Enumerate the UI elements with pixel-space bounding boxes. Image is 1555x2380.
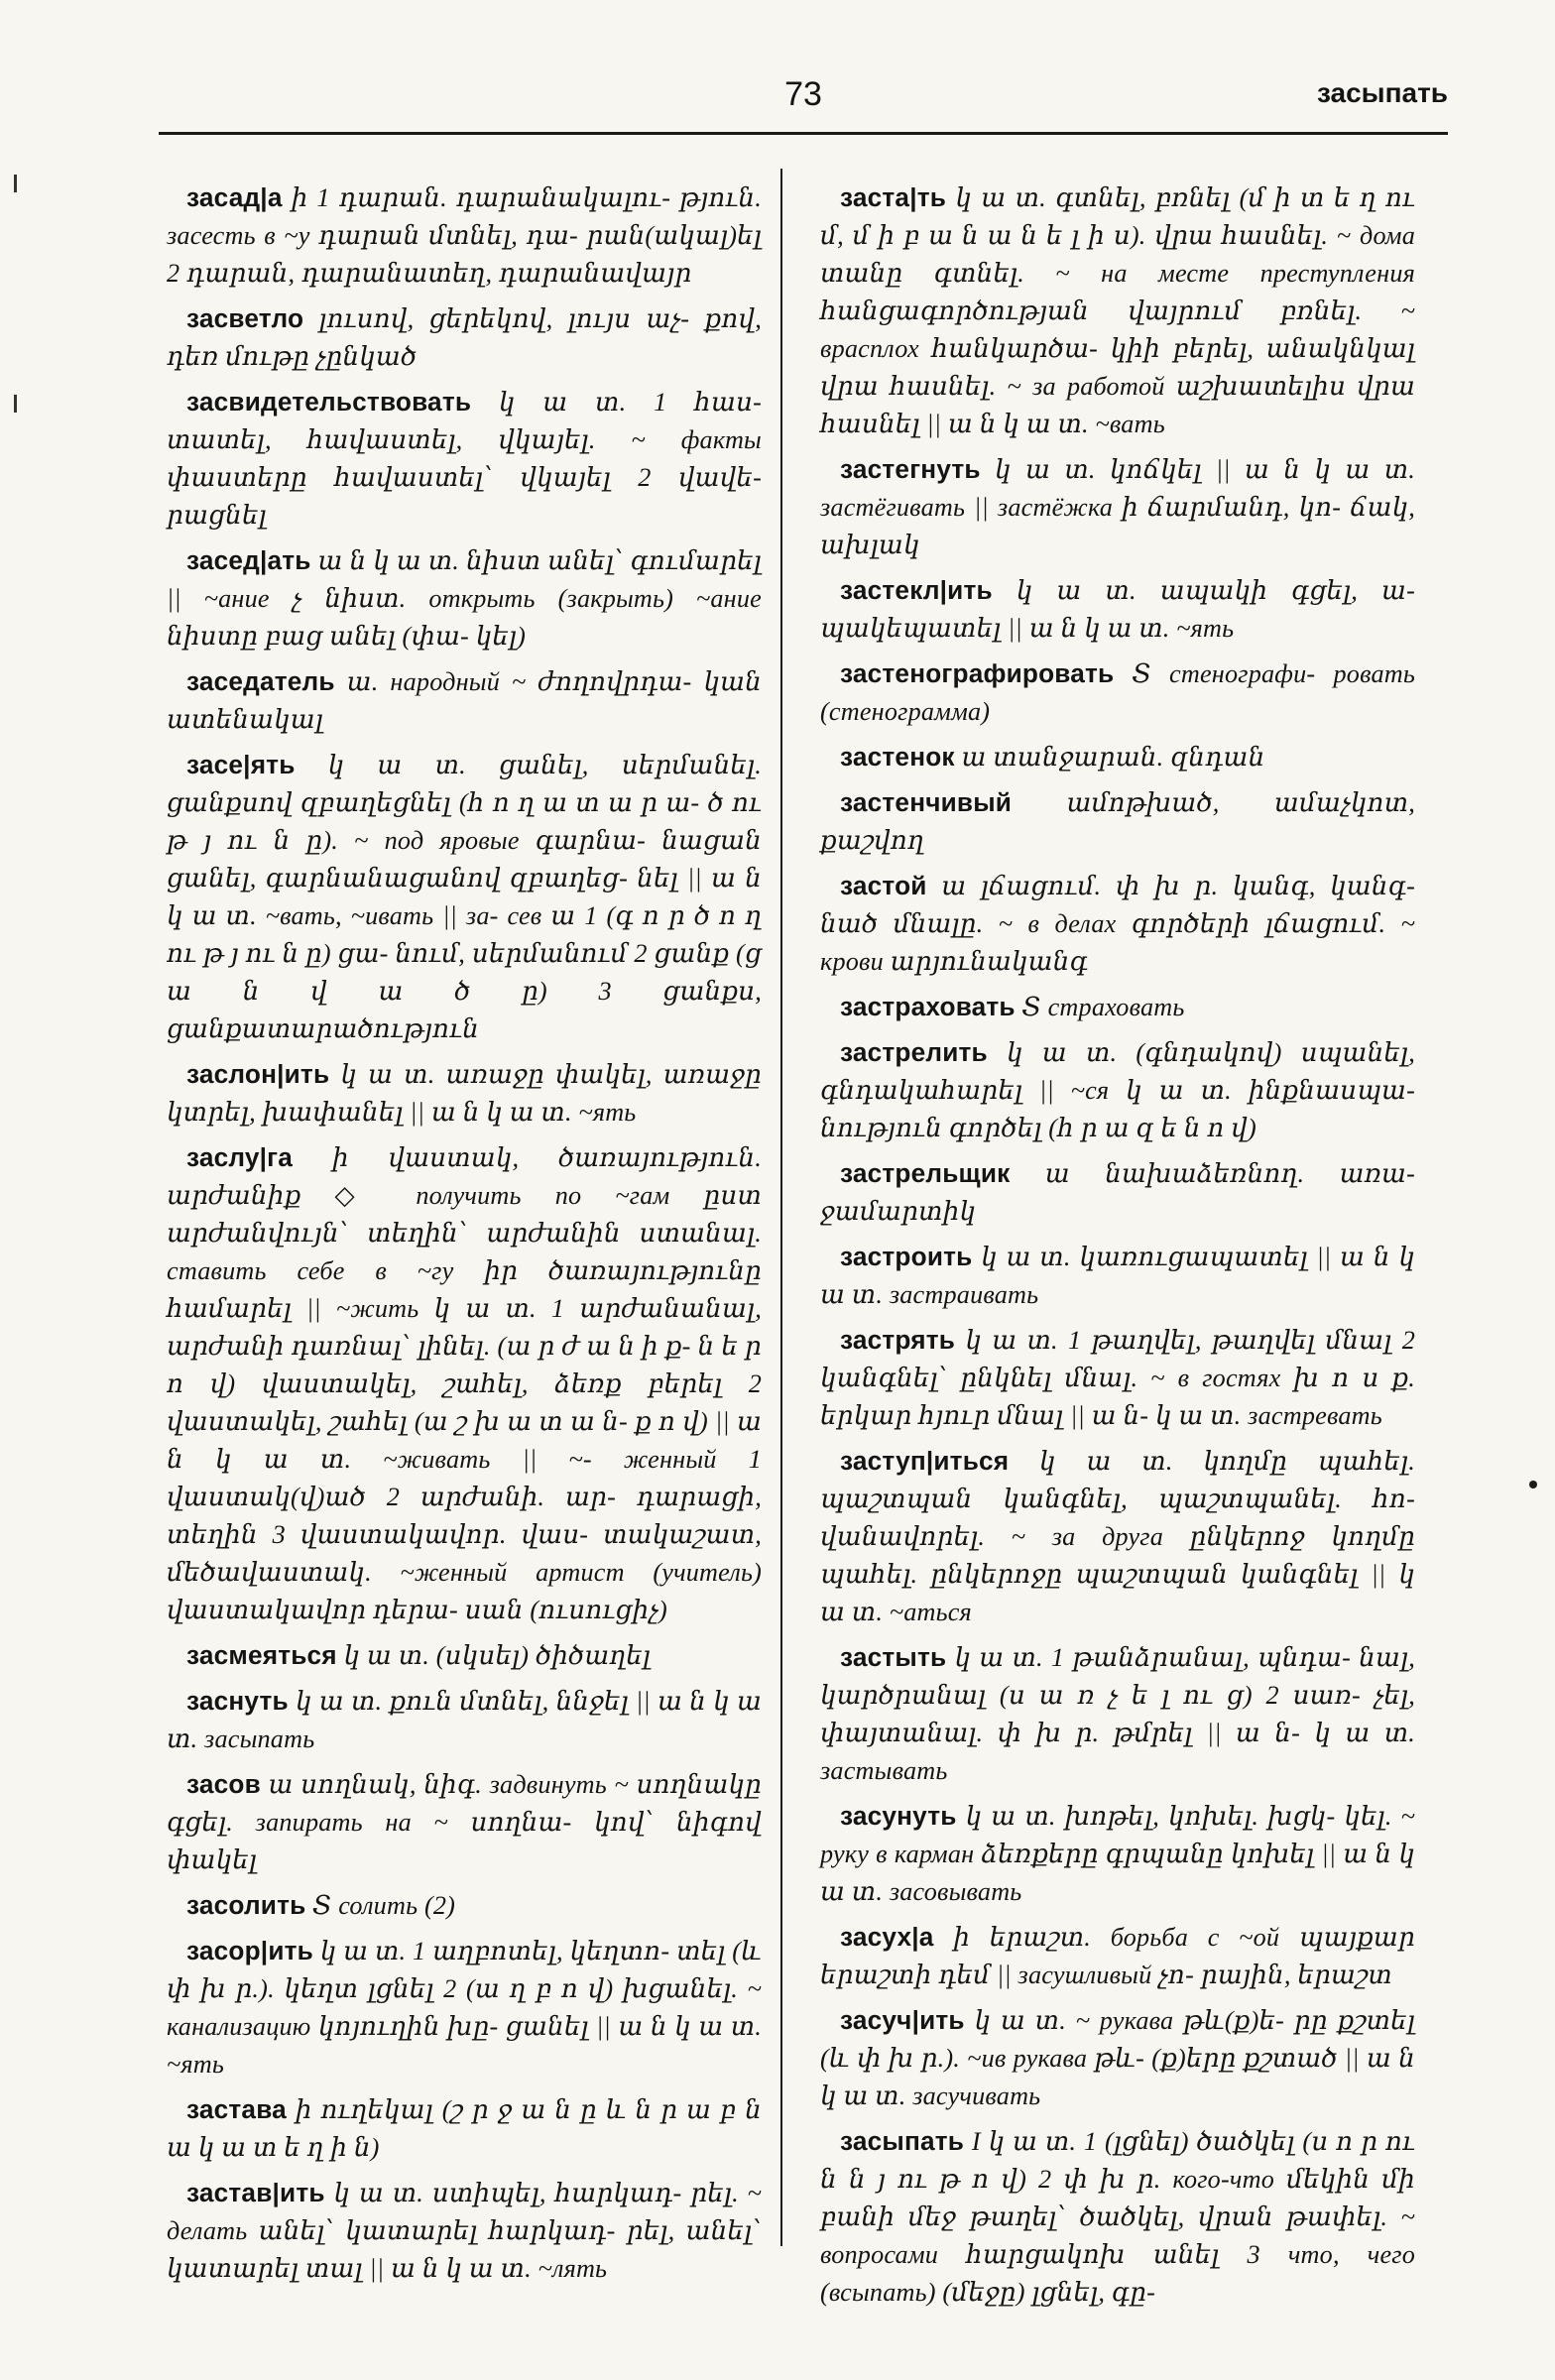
dictionary-entry bbox=[820, 178, 1415, 443]
dictionary-entry bbox=[167, 1055, 762, 1131]
entry-term: засвидетельствовать bbox=[186, 387, 472, 416]
dictionary-entry bbox=[820, 1797, 1415, 1911]
entry-term: засыпать bbox=[840, 2126, 965, 2156]
entry-gloss: կ ա տ. (սկսել) ծիծաղել bbox=[336, 1641, 652, 1670]
column-divider bbox=[780, 169, 782, 2246]
entry-gloss: I կ ա տ. 1 (լցնել) ծածկել (ս ո ր ու ն ն յ ու թ ո վ) 2 փ խ ր. кого-что մեկին մի բանի մեջ թաղել՝ ծածկել, վրան թափել. ~ вопросами հարցակոխ անել 3 что, чего (всыпать) (մեջը) լցնել, գը- bbox=[820, 2127, 1415, 2307]
entry-gloss: կ ա տ. խոթել, կոխել. խցկ- կել. ~ руку в карман ձեռքերը գրպանը կոխել || ա ն կ ա տ. засовывать bbox=[820, 1802, 1415, 1906]
entry-term: застава bbox=[186, 2094, 287, 2124]
entry-term: заслу|га bbox=[186, 1142, 294, 1172]
dictionary-entry bbox=[167, 1138, 762, 1629]
entry-term: застраховать bbox=[840, 992, 1016, 1021]
entry-term: застенчивый bbox=[840, 787, 1013, 817]
dictionary-entry bbox=[167, 299, 762, 376]
entry-gloss: կ ա տ. քուն մտնել, ննջել || ա ն կ ա տ. засыпать bbox=[167, 1687, 762, 1753]
entry-gloss: ամոթխած, ամաչկոտ, քաշվող bbox=[820, 788, 1415, 855]
entry-term: засе|ять bbox=[186, 750, 296, 779]
entry-gloss: կ ա տ. առաջը փակել, առաջը կտրել, խափանել || ա ն կ ա տ. ~ять bbox=[167, 1060, 762, 1127]
dictionary-entry bbox=[820, 738, 1415, 776]
dictionary-entry bbox=[167, 662, 762, 739]
entry-gloss: կ ա տ. ապակի գցել, ա- պակեպատել || ա ն կ ա տ. ~ять bbox=[820, 576, 1415, 643]
entry-term: заснуть bbox=[186, 1686, 289, 1716]
entry-gloss: կ ա տ. կառուցապատել || ա ն կ ա տ. застраивать bbox=[820, 1243, 1415, 1309]
entry-gloss: կ ա տ. ստիպել, հարկադ- րել. ~ делать անել՝ կատարել հարկադ- րել, անել՝ կատարել տալ || ա ն կ ա տ. ~лять bbox=[167, 2179, 762, 2283]
dictionary-entry bbox=[820, 1033, 1415, 1147]
entry-term: засух|а bbox=[840, 1922, 934, 1952]
entry-gloss: կ ա տ. ցանել, սերմանել. ցանքսով զբաղեցնել (հ ո ղ ա տ ա ր ա- ծ ու թ յ ու ն ը). ~ под яровые գարնա- նացան ցանել, գարնանացանով զբաղեց- նել || ա ն կ ա տ. ~вать, ~ивать || за- сев ա 1 (գ ո ր ծ ո ղ ու թ յ ու ն ը) ցա- նում, սերմանում 2 ցանք (ց ա ն վ ա ծ ը) 3 ցանքս, ցանքատարածություն bbox=[167, 751, 762, 1043]
entry-gloss: ի երաշտ. борьба с ~ой պայքար երաշտի դեմ || засушливый չո- րային, երաշտ bbox=[820, 1923, 1415, 1989]
dictionary-entry bbox=[167, 2090, 762, 2167]
dictionary-entry bbox=[167, 1682, 762, 1758]
right-column bbox=[820, 178, 1415, 2319]
dictionary-entry bbox=[820, 867, 1415, 981]
dictionary-entry bbox=[167, 2174, 762, 2288]
entry-term: застрельщик bbox=[840, 1158, 1011, 1188]
dictionary-entry bbox=[167, 1636, 762, 1675]
entry-gloss: կ ա տ. 1 թանձրանալ, պնդա- նալ, կարծրանալ (ս ա ռ չ ե լ ու ց) 2 սառ- չել, փայտանալ. փ խ ր. թմրել || ա ն- կ ա տ. застывать bbox=[820, 1643, 1415, 1785]
entry-gloss: ա լճացում. փ խ ր. կանգ, կանգ- նած մնալը. ~ в делах գործերի լճացում. ~ крови արյունականգ bbox=[820, 872, 1415, 976]
entry-term: засед|ать bbox=[186, 545, 311, 575]
dictionary-entry bbox=[820, 450, 1415, 564]
entry-gloss: Տ солить (2) bbox=[305, 1891, 456, 1920]
entry-term: застенографировать bbox=[840, 658, 1115, 688]
entry-gloss: կ ա տ. գտնել, բռնել (մ ի տ ե ղ ու մ, մ ի բ ա ն ա ն ե լ ի ս). վրա հասնել. ~ дома տանը գտնել. ~ на месте преступления հանցագործության վայրում բռնել. ~ врасплох հանկարծա- կիի բերել, անակնկալ վրա հասնել. ~ за работой աշխատելիս վրա հասնել || ա ն կ ա տ. ~вать bbox=[820, 183, 1415, 438]
entry-term: засад|а bbox=[186, 182, 283, 212]
entry-term: засмеяться bbox=[186, 1640, 337, 1670]
entry-gloss: ի վաստակ, ծառայություն. արժանիք ◇ получить по ~гам ըստ արժանվույն՝ տեղին՝ արժանին ստանալ. ставить себе в ~гу իր ծառայությունը համարել || ~жить կ ա տ. 1 արժանանալ, արժանի դառնալ՝ լինել. (ա ր ժ ա ն ի ք- ն ե ր ո վ) վաստակել, շահել, ձեռք բերել 2 վաստակել, շահել (ա շ խ ա տ ա ն- ք ո վ) || ա ն կ ա տ. ~живать || ~- женный 1 վաստակ(վ)ած 2 արժանի. ար- դարացի, տեղին 3 վաստակավոր. վաս- տակաշատ, մեծավաստակ. ~женный артист (учитель) վաստակավոր դերա- սան (ուսուցիչ) bbox=[167, 1143, 762, 1624]
entry-gloss: Տ стенографи- ровать (стенограмма) bbox=[820, 659, 1415, 726]
right-margin-dot bbox=[1529, 1481, 1537, 1488]
entry-term: заслон|ить bbox=[186, 1059, 330, 1089]
entry-gloss: ա նախաձեռնող. առա- ջամարտիկ bbox=[820, 1159, 1415, 1226]
entry-gloss: կ ա տ. կողմը պահել. պաշտպան կանգնել, պաշտպանել. հո- վանավորել. ~ за друга ընկերոջ կողմը պահել. ընկերոջը պաշտպան կանգնել || կ ա տ. ~аться bbox=[820, 1447, 1415, 1626]
running-headword: засыпать bbox=[1316, 77, 1448, 108]
header-rule bbox=[159, 132, 1448, 135]
entry-term: застенок bbox=[840, 742, 955, 772]
dictionary-entry bbox=[820, 2122, 1415, 2312]
entry-gloss: ա ն կ ա տ. նիստ անել՝ գումարել || ~ание չ նիստ. открыть (закрыть) ~ание նիստը բաց անել (փա- կել) bbox=[167, 546, 762, 651]
dictionary-entry bbox=[167, 746, 762, 1048]
dictionary-entry bbox=[820, 1638, 1415, 1790]
dictionary-entry bbox=[167, 178, 762, 293]
entry-gloss: ա. народный ~ ժողովրդա- կան ատենակալ bbox=[167, 667, 762, 734]
entry-term: заседатель bbox=[186, 666, 335, 696]
dictionary-entry bbox=[167, 541, 762, 655]
entry-term: засор|ить bbox=[186, 1936, 313, 1965]
dictionary-entry bbox=[167, 1932, 762, 2083]
dictionary-entry bbox=[820, 1918, 1415, 1994]
dictionary-entry bbox=[820, 988, 1415, 1026]
entry-gloss: կ ա տ. կոճկել || ա ն կ ա տ. застёгивать || застёжка ի ճարմանդ, կո- ճակ, ախլակ bbox=[820, 455, 1415, 559]
entry-term: застекл|ить bbox=[840, 575, 993, 605]
entry-gloss: Տ страховать bbox=[1015, 993, 1185, 1021]
dictionary-entry bbox=[820, 2001, 1415, 2115]
entry-gloss: կ ա տ. ~ рукава թև(ք)ե- րը քշտել (և փ խ ր.). ~ив рукава թև- (ք)երը քշտած || ա ն կ ա տ. засучивать bbox=[820, 2006, 1415, 2110]
dictionary-entry bbox=[820, 783, 1415, 860]
entry-gloss: լուսով, ցերեկով, լույս աչ- քով, դեռ մութը չընկած bbox=[167, 304, 762, 371]
entry-term: застрелить bbox=[840, 1037, 988, 1067]
left-margin-mark bbox=[14, 395, 17, 413]
entry-term: засов bbox=[186, 1769, 261, 1799]
dictionary-entry bbox=[820, 1321, 1415, 1435]
entry-term: застой bbox=[840, 871, 927, 900]
entry-term: засолить bbox=[186, 1890, 306, 1920]
entry-term: застроить bbox=[840, 1242, 973, 1271]
entry-term: заступ|иться bbox=[840, 1446, 1010, 1476]
entry-term: заста|ть bbox=[840, 182, 947, 212]
entry-term: засветло bbox=[186, 303, 304, 333]
dictionary-entry bbox=[167, 1765, 762, 1879]
dictionary-entry bbox=[167, 1886, 762, 1925]
dictionary-entry bbox=[820, 1442, 1415, 1631]
entry-term: засуч|ить bbox=[840, 2005, 965, 2035]
dictionary-entry bbox=[167, 383, 762, 535]
entry-gloss: կ ա տ. (գնդակով) սպանել, գնդակահարել || ~ся կ ա տ. ինքնասպա- նություն գործել (հ ր ա զ ե ն ո վ) bbox=[820, 1038, 1415, 1142]
entry-gloss: ի 1 դարան. դարանակալու- թյուն. засесть в ~у դարան մտնել, դա- րան(ակալ)ել 2 դարան, դարանատեղ, դարանավայր bbox=[167, 183, 762, 288]
entry-term: засунуть bbox=[840, 1801, 957, 1831]
entry-gloss: ա սողնակ, նիգ. задвинуть ~ սողնակը գցել. запирать на ~ սողնա- կով՝ նիգով փակել bbox=[167, 1770, 762, 1874]
dictionary-entry bbox=[820, 571, 1415, 648]
dictionary-entry bbox=[820, 1154, 1415, 1231]
page-number: 73 bbox=[784, 75, 822, 113]
entry-gloss: կ ա տ. 1 հաս- տատել, հավաստել, վկայել. ~ факты փաստերը հավաստել՝ վկայել 2 վավե- րացնել bbox=[167, 388, 762, 530]
entry-term: застрять bbox=[840, 1325, 956, 1355]
entry-term: застыть bbox=[840, 1642, 947, 1672]
entry-gloss: կ ա տ. 1 թաղվել, թաղվել մնալ 2 կանգնել՝ ընկնել մնալ. ~ в гостях խ ո ս ք. երկար հյուր մնալ || ա ն- կ ա տ. застревать bbox=[820, 1326, 1415, 1430]
left-margin-mark bbox=[14, 175, 17, 192]
dictionary-entry bbox=[820, 1238, 1415, 1314]
entry-term: застав|ить bbox=[186, 2178, 325, 2207]
entry-gloss: կ ա տ. 1 աղբոտել, կեղտո- տել (և փ խ ր.). կեղտ լցնել 2 (ա ղ բ ո վ) խցանել. ~ канализацию կոյուղին խը- ցանել || ա ն կ ա տ. ~ять bbox=[167, 1937, 762, 2079]
entry-term: застегнуть bbox=[840, 454, 981, 484]
entry-gloss: ա տանջարան. զնդան bbox=[954, 743, 1265, 772]
dictionary-entry bbox=[820, 654, 1415, 731]
left-column bbox=[167, 178, 762, 2295]
entry-gloss: ի ուղեկալ (շ ր ջ ա ն ը և ն ր ա բ ն ա կ ա տ ե ղ ի ն) bbox=[167, 2095, 762, 2162]
